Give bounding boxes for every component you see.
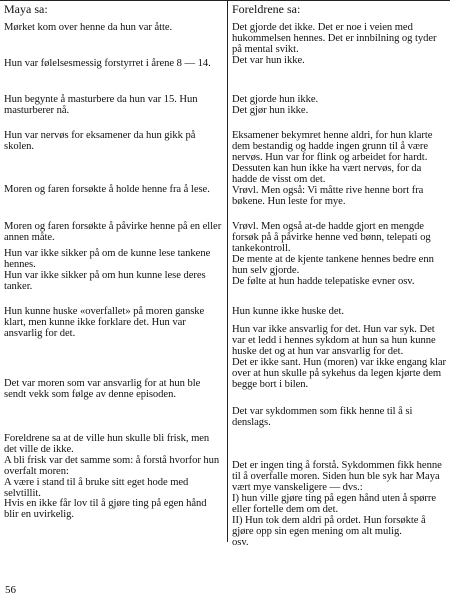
paragraph: Moren og faren forsøkte å holde henne fra å lese. — [4, 184, 210, 195]
paragraph: Hun var følelsesmessig forstyrret i årene 8 — 14. — [4, 58, 211, 69]
paragraph: Hun kunne ikke huske det. — [232, 306, 345, 317]
paragraph: Foreldrene sa at de ville hun skulle bli frisk, men det ville de ikke. — [4, 433, 210, 455]
paragraph: Det gjorde hun ikke. — [232, 94, 319, 105]
left-block-2 — [4, 58, 222, 69]
paragraph: I) hun ville gjøre ting på egen hånd uten å spørre eller fortelle dem om det. — [232, 493, 437, 515]
paragraph: Eksamener bekymret henne aldri, for hun klarte dem bestandig og hadde ingen grunn til å være nervøs. Hun var for flink og arbeidet for hardt. Dessuten kan hun ikke ha vært nervøs, for da hadde de visst om det. — [232, 130, 433, 185]
paragraph: osv. — [232, 537, 249, 548]
paragraph: Det gjør hun ikke. — [232, 105, 309, 116]
left-block-10 — [4, 433, 222, 499]
paragraph: Moren og faren forsøkte å påvirke henne på en eller annen måte. — [4, 221, 222, 243]
paragraph: Hun kunne huske «overfallet» på moren ganske klart, men kunne ikke forklare det. Hun var ansvarlig for det. — [4, 306, 205, 339]
paragraph: Mørket kom over henne da hun var åtte. — [4, 22, 173, 33]
paragraph: De mente at de kjente tankene hennes bedre enn hun selv gjorde. — [232, 254, 434, 276]
left-block-6 — [4, 221, 222, 243]
paragraph: Det er ikke sant. Hun (moren) var ikke engang klar over at hun skulle på sykehus da legen kjørte dem begge bort i bilen. — [232, 357, 447, 390]
paragraph: Hun var ikke sikker på om hun kunne lese deres tanker. — [4, 270, 206, 292]
paragraph: Hun var ikke sikker på om de kunne lese tankene hennes. — [4, 248, 211, 270]
page-number: 56 — [5, 584, 16, 596]
right-block-7 — [232, 406, 446, 428]
paragraph: Det er ingen ting å forstå. Sykdommen fikk henne til å overfalle moren. Siden hun ble syk har Maya vært mye vanskeligere — dvs.: — [232, 460, 442, 493]
right-heading: Foreldrene sa: — [232, 2, 301, 16]
left-heading: Maya sa: — [4, 2, 48, 16]
paragraph: Det var hun ikke. — [232, 55, 305, 66]
right-block-1 — [232, 22, 446, 66]
left-block-4 — [4, 130, 222, 152]
paragraph: Vrøvl. Men også: Vi måtte rive henne bort fra bøkene. Hun leste for mye. — [232, 185, 424, 207]
left-block-8 — [4, 306, 222, 339]
left-column — [4, 0, 222, 545]
paragraph: Det var moren som var ansvarlig for at hun ble sendt vekk som følge av denne episoden. — [4, 378, 201, 400]
right-block-4 — [232, 221, 446, 287]
left-block-1 — [4, 22, 222, 33]
right-column — [232, 0, 447, 548]
left-block-3 — [4, 94, 222, 116]
right-block-6 — [232, 324, 446, 390]
paragraph: De følte at hun hadde telepatiske evner osv. — [232, 276, 415, 287]
left-block-5 — [4, 184, 222, 195]
paragraph: Det gjorde det ikke. Det er noe i veien med hukommelsen hennes. Det er innbilning og tyder på mental svikt. — [232, 22, 437, 55]
paragraph: Hun var ikke ansvarlig for det. Hun var syk. Det var et ledd i hennes sykdom at hun sa hun kunne huske det og at hun var ansvarlig for det. — [232, 324, 436, 357]
paragraph: II) Hun tok dem aldri på ordet. Hun forsøkte å gjøre opp sin egen mening om alt mulig. — [232, 515, 426, 537]
column-divider — [227, 0, 228, 542]
paragraph: A bli frisk var det samme som: å forstå hvorfor hun overfalt moren: — [4, 455, 220, 477]
left-block-11 — [4, 498, 222, 520]
left-block-9 — [4, 378, 222, 400]
right-block-8 — [232, 460, 446, 548]
paragraph: A være i stand til å bruke sitt eget hode med selvtillit. — [4, 477, 189, 499]
paragraph: Hvis en ikke får lov til å gjøre ting på egen hånd blir en uvirkelig. — [4, 498, 207, 520]
paragraph: Hun begynte å masturbere da hun var 15. Hun masturberer nå. — [4, 94, 198, 116]
left-block-7 — [4, 248, 222, 292]
paragraph: Det var sykdommen som fikk henne til å si denslags. — [232, 406, 413, 428]
right-block-3 — [232, 130, 446, 207]
right-block-5 — [232, 306, 446, 317]
paragraph: Vrøvl. Men også at-de hadde gjort en mengde forsøk på å påvirke henne ved bønn, telepati og tankekontroll. — [232, 221, 431, 254]
right-block-2 — [232, 94, 446, 116]
paragraph: Hun var nervøs for eksamener da hun gikk på skolen. — [4, 130, 196, 152]
